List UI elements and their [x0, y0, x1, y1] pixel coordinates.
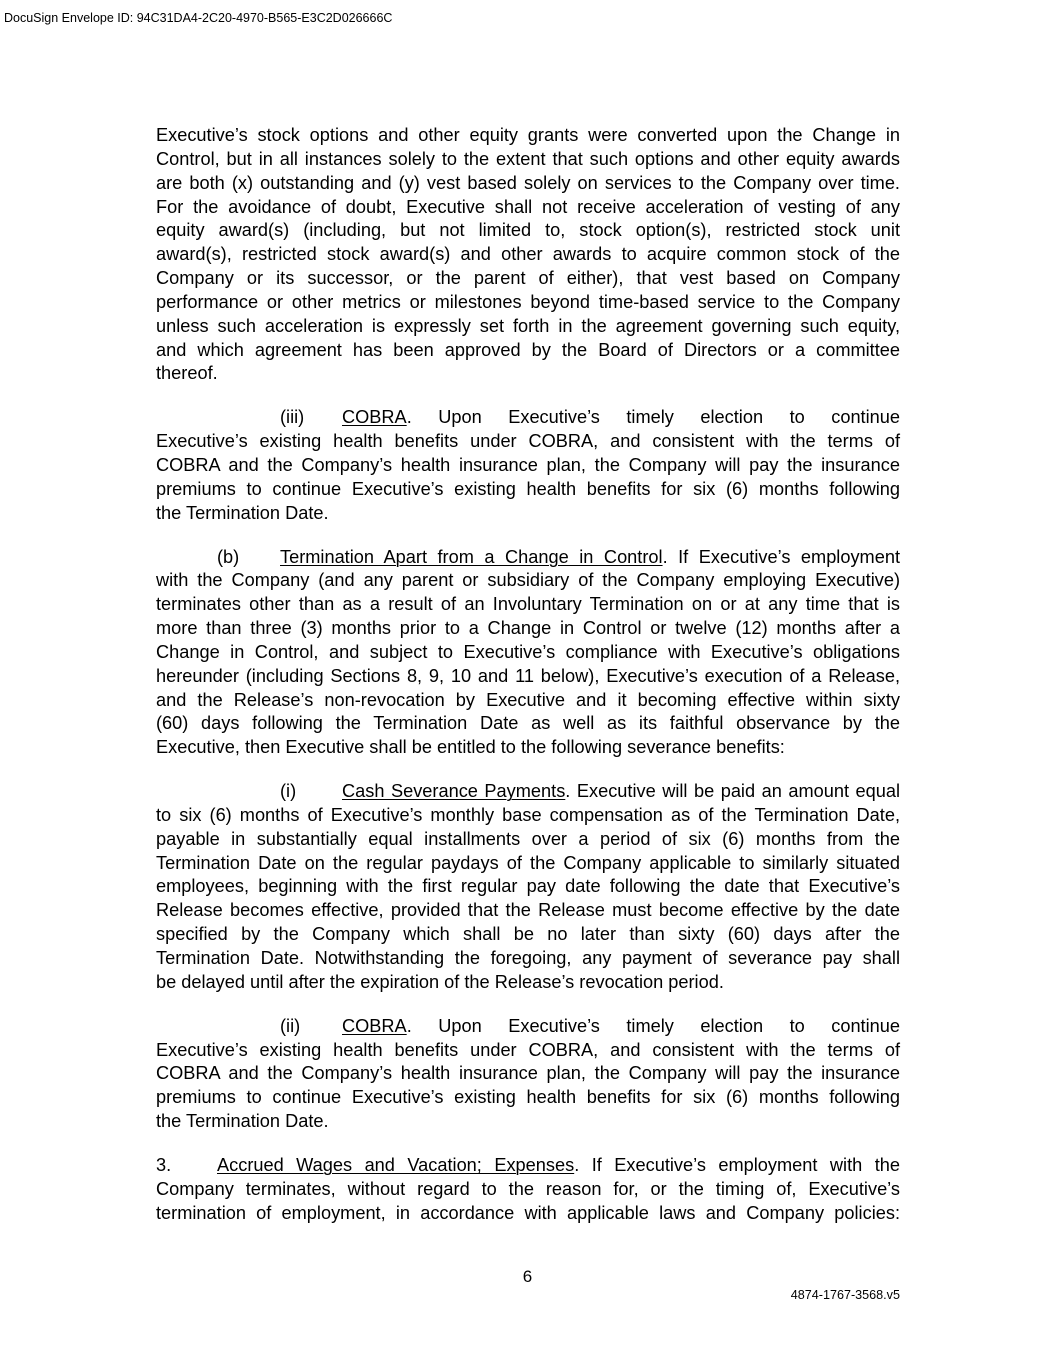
paragraph-line: premiums to continue Executive’s existing health benefits for six (6) months following [156, 478, 900, 499]
paragraph-line: the Termination Date. [156, 1111, 329, 1132]
paragraph-line: Release becomes effective, provided that the Release must become effective by the date [156, 900, 900, 921]
section-heading: Accrued Wages and Vacation; Expenses [217, 1154, 575, 1175]
paragraph-equity-acceleration [156, 124, 900, 386]
subsection-heading: Cash Severance Payments [342, 781, 566, 802]
paragraph-line: to six (6) months of Executive’s monthly base compensation as of the Termination Date, [156, 804, 900, 825]
paragraph-line: be delayed until after the expiration of the Release’s revocation period. [156, 971, 724, 992]
paragraph-line: more than three (3) months prior to a Change in Control or twelve (12) months after a [156, 618, 900, 639]
subsection-heading: Termination Apart from a Change in Control [280, 546, 663, 567]
paragraph-lead-text: . Upon Executive’s timely election to continue [406, 407, 900, 428]
paragraph-line: premiums to continue Executive’s existing health benefits for six (6) months following [156, 1087, 900, 1108]
paragraph-line: Termination Date on the regular paydays of the Company applicable to similarly situated [156, 852, 900, 873]
paragraph-accrued-wages [156, 1154, 900, 1226]
subsection-heading: COBRA [342, 1015, 407, 1036]
docusign-envelope-id: DocuSign Envelope ID: 94C31DA4-2C20-4970-B565-E3C2D026666C [4, 11, 393, 25]
document-body [156, 124, 900, 1245]
subsection-heading: COBRA [342, 407, 407, 428]
paragraph-line: thereof. [156, 363, 218, 384]
subsection-number: (ii) [280, 1015, 301, 1036]
paragraph-line: terminates other than as a result of an Involuntary Termination on or at any time that is [156, 594, 900, 615]
document-reference: 4874-1767-3568.v5 [790, 1288, 900, 1302]
paragraph-termination-apart [156, 546, 900, 761]
paragraph-lead-text: . Upon Executive’s timely election to continue [406, 1015, 900, 1036]
paragraph-first-line [156, 546, 900, 570]
paragraph-line: unless such acceleration is expressly set forth in the agreement governing such equity, [156, 315, 900, 336]
section-number: 3. [156, 1154, 172, 1175]
page-number: 6 [522, 1267, 533, 1286]
paragraph-line: Executive, then Executive shall be entitled to the following severance benefits: [156, 737, 785, 758]
paragraph-line: Control, but in all instances solely to the extent that such options and other equity awards [156, 148, 900, 169]
paragraph-first-line [156, 1154, 900, 1178]
paragraph-line: and which agreement has been approved by the Board of Directors or a committee [156, 339, 900, 360]
paragraph-cobra-change-in-control [156, 406, 900, 525]
paragraph-first-line [156, 780, 900, 804]
paragraph-line: are both (x) outstanding and (y) vest based solely on services to the Company over time. [156, 172, 900, 193]
paragraph-line: with the Company (and any parent or subsidiary of the Company employing Executive) [156, 570, 900, 591]
paragraph-line: and the Release’s non-revocation by Executive and it becoming effective within sixty [156, 689, 900, 710]
paragraph-line: termination of employment, in accordance with applicable laws and Company policies: [156, 1202, 900, 1223]
paragraph-line: For the avoidance of doubt, Executive shall not receive acceleration of vesting of any [156, 196, 900, 217]
paragraph-line: Executive’s existing health benefits under COBRA, and consistent with the terms of [156, 431, 900, 452]
paragraph-line: equity award(s) (including, but not limited to, stock option(s), restricted stock unit [156, 220, 900, 241]
paragraph-line: Change in Control, and subject to Executive’s compliance with Executive’s obligations [156, 641, 900, 662]
paragraph-line: Executive’s existing health benefits under COBRA, and consistent with the terms of [156, 1039, 900, 1060]
paragraph-line: Executive’s stock options and other equity grants were converted upon the Change in [156, 125, 900, 145]
paragraph-line: award(s), restricted stock award(s) and other awards to acquire common stock of the [156, 244, 900, 265]
paragraph-first-line [156, 406, 900, 430]
paragraph-lead-text: . Executive will be paid an amount equal [565, 781, 900, 802]
paragraph-lead-text: . If Executive’s employment [662, 546, 900, 567]
paragraph-line: hereunder (including Sections 8, 9, 10 and 11 below), Executive’s execution of a Release, [156, 665, 900, 686]
paragraph-line: payable in substantially equal installments over a period of six (6) months from the [156, 828, 900, 849]
paragraph-cobra-apart [156, 1015, 900, 1134]
paragraph-line: specified by the Company which shall be no later than sixty (60) days after the [156, 924, 900, 945]
paragraph-line: COBRA and the Company’s health insurance plan, the Company will pay the insurance [156, 1063, 900, 1084]
paragraph-first-line [156, 1015, 900, 1039]
paragraph-line: Termination Date. Notwithstanding the foregoing, any payment of severance pay shall [156, 948, 900, 968]
paragraph-line: the Termination Date. [156, 502, 329, 523]
paragraph-line: Company or its successor, or the parent of either), that vest based on Company [156, 268, 900, 289]
paragraph-lead-text: . If Executive’s employment with the [574, 1154, 900, 1175]
paragraph-line: (60) days following the Termination Date as well as its faithful observance by the [156, 713, 900, 734]
subsection-number: (iii) [280, 407, 305, 428]
paragraph-cash-severance [156, 780, 900, 995]
subsection-number: (i) [280, 781, 297, 802]
paragraph-line: Company terminates, without regard to the reason for, or the timing of, Executive’s [156, 1178, 900, 1199]
subsection-number: (b) [217, 546, 240, 567]
paragraph-line: COBRA and the Company’s health insurance plan, the Company will pay the insurance [156, 454, 900, 475]
paragraph-line: performance or other metrics or milestones beyond time-based service to the Company [156, 291, 900, 312]
paragraph-line: employees, beginning with the first regular pay date following the date that Executive’s [156, 876, 900, 897]
